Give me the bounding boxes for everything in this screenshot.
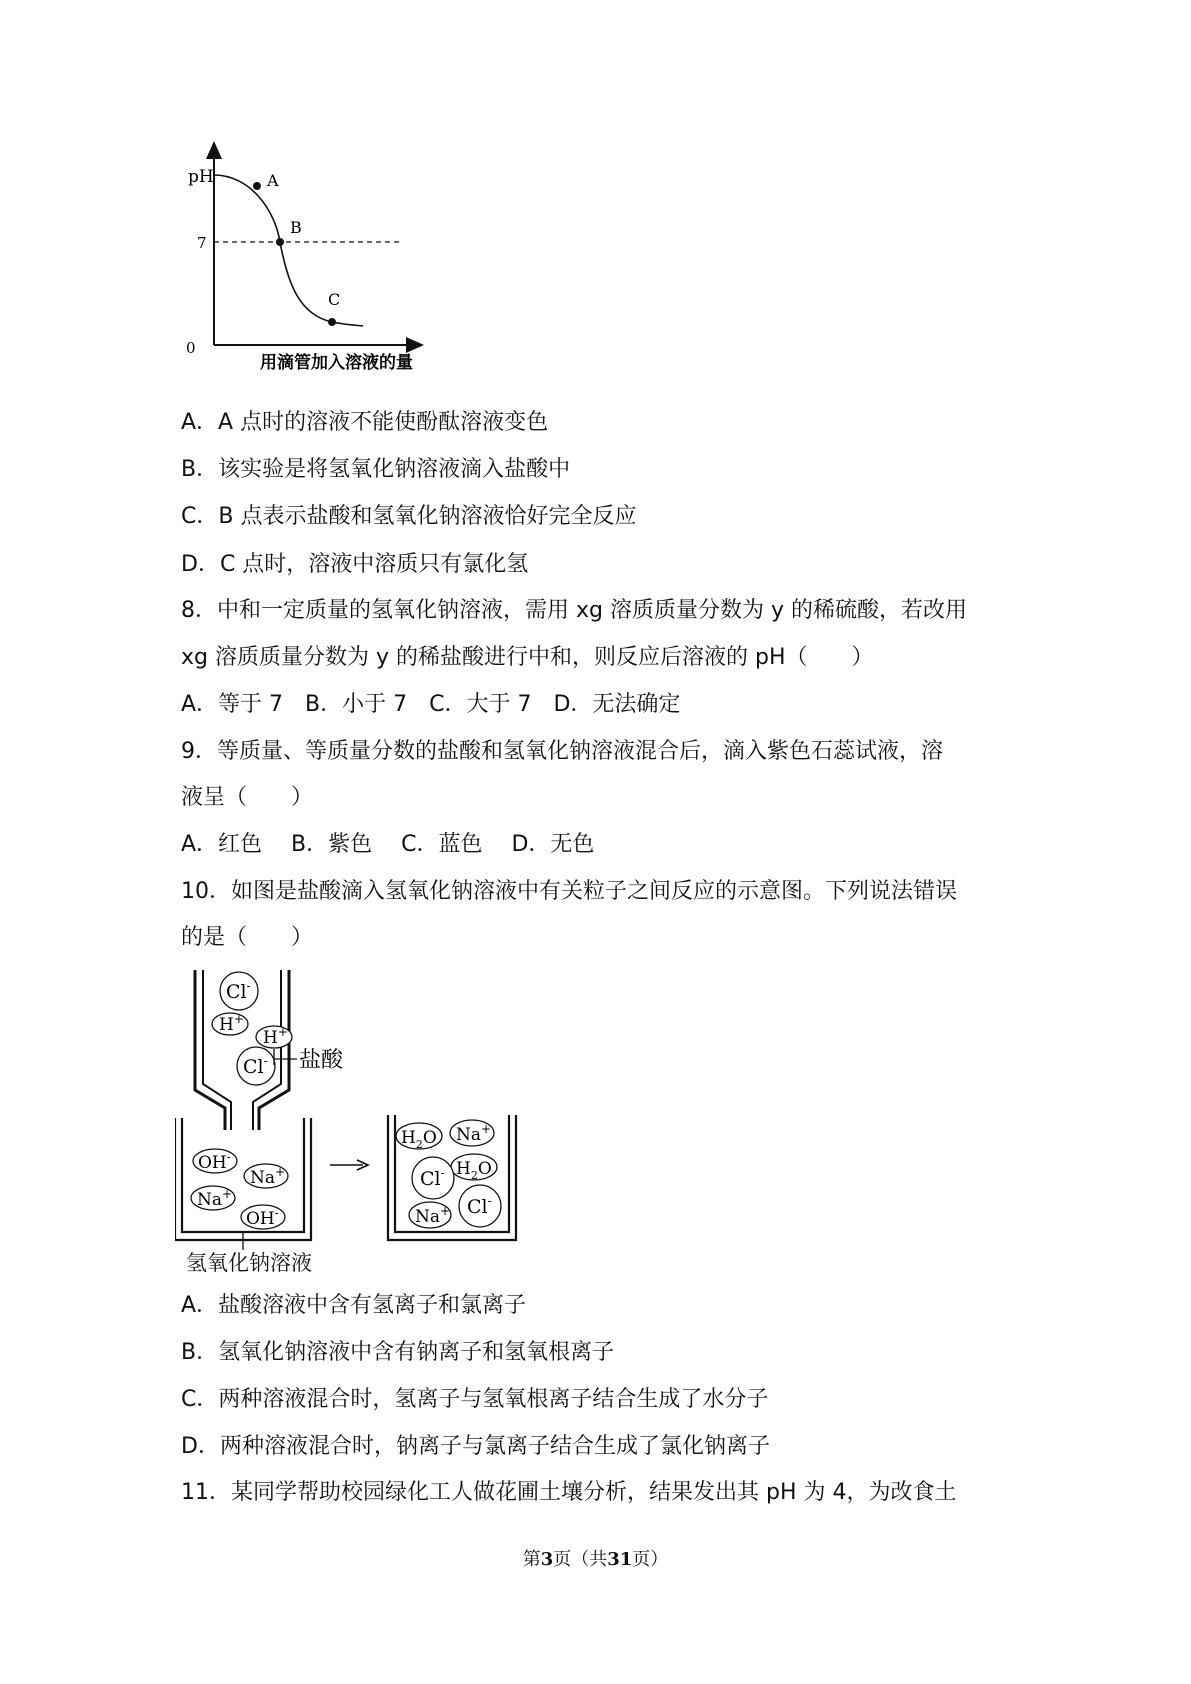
charge-label: + — [440, 1204, 451, 1218]
charge-label: + — [222, 1187, 233, 1201]
cl-ion-label: Cl — [467, 1196, 488, 1218]
charge-label: - — [263, 1054, 268, 1068]
h2o-o-label: O — [477, 1159, 492, 1179]
oh-ion-label: OH — [198, 1153, 227, 1173]
q9-stem-line-1: 9．等质量、等质量分数的盐酸和氢氧化钠溶液混合后，滴入紫色石蕊试液，溶 — [181, 739, 943, 764]
charge-label: - — [246, 979, 251, 993]
h2o-o-label: O — [422, 1128, 437, 1148]
point-b-label: B — [290, 218, 302, 237]
h-ion-label: H — [219, 1015, 234, 1035]
q8-options: A．等于 7 B．小于 7 C．大于 7 D．无法确定 — [181, 692, 681, 717]
point-b-marker — [276, 238, 284, 246]
q10-option-a: A．盐酸溶液中含有氢离子和氯离子 — [181, 1293, 527, 1318]
base-label: 氢氧化钠溶液 — [186, 1251, 312, 1275]
cl-ion-label: Cl — [243, 1056, 264, 1078]
charge-label: - — [274, 1206, 279, 1220]
tick-7-label: 7 — [197, 234, 207, 252]
h-ion-label: H — [263, 1028, 278, 1048]
q11-stem-line-1: 11．某同学帮助校园绿化工人做花圃土壤分析，结果发出其 pH 为 4，为改食土 — [181, 1480, 957, 1505]
q10-option-b: B．氢氧化钠溶液中含有钠离子和氢氧根离子 — [181, 1340, 615, 1365]
q7-option-d: D．C 点时，溶液中溶质只有氯化氢 — [181, 552, 529, 577]
origin-label: 0 — [186, 339, 196, 357]
point-a-label: A — [267, 171, 279, 190]
footer-prefix: 第 — [522, 1549, 541, 1570]
h2o-subscript-label: 2 — [415, 1138, 423, 1151]
charge-label: - — [226, 1150, 231, 1164]
charge-label: - — [440, 1166, 445, 1180]
svg-text:OH- — [246, 1206, 279, 1229]
x-axis-label: 用滴管加入溶液的量 — [260, 353, 413, 373]
na-ion-label: Na — [197, 1190, 223, 1210]
q10-option-c: C．两种溶液混合时，氢离子与氢氧根离子结合生成了水分子 — [181, 1387, 769, 1412]
h2o-h-label: H — [401, 1128, 416, 1148]
q10-stem-line-1: 10．如图是盐酸滴入氢氧化钠溶液中有关粒子之间反应的示意图。下列说法错误 — [181, 879, 957, 904]
total-pages: 31 — [607, 1549, 633, 1570]
q10-option-d: D．两种溶液混合时，钠离子与氯离子结合生成了氯化钠离子 — [181, 1434, 770, 1459]
q7-option-c: C．B 点表示盐酸和氢氧化钠溶液恰好完全反应 — [181, 504, 637, 529]
na-ion-label: Na — [456, 1125, 482, 1145]
charge-label: - — [487, 1194, 492, 1208]
point-a-marker — [253, 182, 261, 190]
na-ion-label: Na — [250, 1168, 276, 1188]
ph-titration-graph — [180, 135, 430, 375]
y-axis-label: pH — [188, 167, 214, 187]
charge-label: + — [275, 1165, 286, 1179]
footer-middle: 页（共 — [553, 1549, 608, 1570]
footer-suffix: 页） — [632, 1549, 669, 1570]
h2o-h-label: H — [456, 1159, 471, 1179]
h2o-subscript-label: 2 — [470, 1169, 478, 1182]
q10-stem-line-2: 的是（ ） — [181, 925, 314, 950]
q8-stem-line-2: xg 溶质质量分数为 y 的稀盐酸进行中和，则反应后溶液的 pH（ ） — [181, 645, 874, 670]
point-c-label: C — [328, 290, 341, 309]
acid-label: 盐酸 — [299, 1048, 344, 1073]
ph-curve — [214, 175, 363, 326]
ion-reaction-diagram — [175, 960, 585, 1260]
charge-label: + — [277, 1025, 288, 1039]
page-footer — [0, 1545, 1191, 1571]
cl-ion-label: Cl — [420, 1168, 441, 1190]
q9-options: A．红色 B．紫色 C．蓝色 D．无色 — [181, 832, 595, 857]
oh-ion-label: OH — [246, 1209, 275, 1229]
point-c-marker — [328, 318, 336, 326]
q7-option-b: B．该实验是将氢氧化钠溶液滴入盐酸中 — [181, 457, 571, 482]
svg-text:OH- — [198, 1150, 231, 1173]
na-ion-label: Na — [415, 1207, 441, 1227]
cl-ion-label: Cl — [226, 981, 247, 1003]
charge-label: + — [233, 1012, 244, 1026]
charge-label: + — [481, 1122, 492, 1136]
q9-stem-line-2: 液呈（ ） — [181, 785, 314, 810]
q8-stem-line-1: 8．中和一定质量的氢氧化钠溶液，需用 xg 溶质质量分数为 y 的稀硫酸，若改用 — [181, 598, 967, 623]
q7-option-a: A．A 点时的溶液不能使酚酞溶液变色 — [181, 410, 549, 435]
page-number: 3 — [540, 1549, 554, 1570]
